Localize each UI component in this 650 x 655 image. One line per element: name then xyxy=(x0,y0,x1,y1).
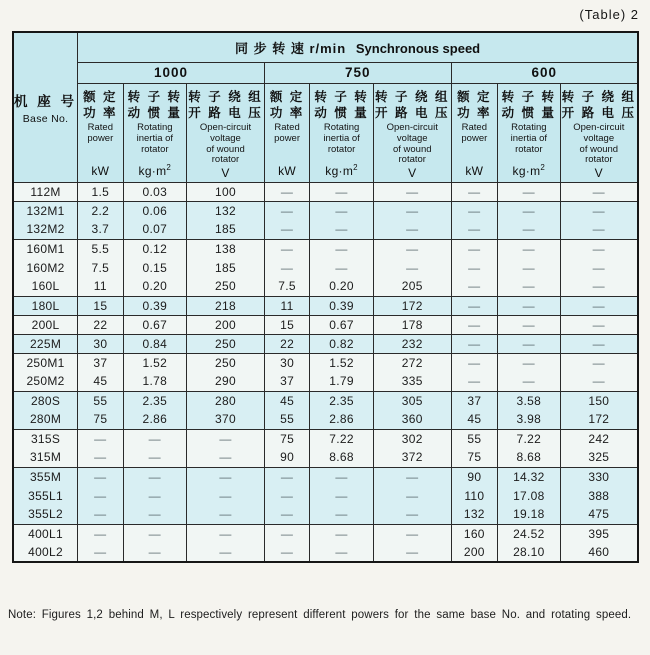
column-label-zh: 开 路 电 压 xyxy=(561,105,637,120)
value-cell: 335 xyxy=(373,372,451,391)
value-cell: 2.2 xyxy=(78,201,123,220)
value-cell: — xyxy=(310,201,374,220)
column-label-en: Open-circuit voltage of wound rotator xyxy=(199,122,252,166)
value-cell: 75 xyxy=(78,410,123,429)
value-cell: — xyxy=(264,258,309,277)
table-row xyxy=(13,505,638,524)
value-cell: — xyxy=(560,372,638,391)
column-label-en: Rotating inertia of rotator xyxy=(510,122,548,155)
value-cell: — xyxy=(560,353,638,372)
value-cell: 0.84 xyxy=(123,334,187,353)
value-cell: 395 xyxy=(560,524,638,543)
value-cell: — xyxy=(123,543,187,562)
value-cell: — xyxy=(451,334,497,353)
column-label-en: Rotating inertia of rotator xyxy=(323,122,360,155)
speed-header: 750 xyxy=(264,62,451,83)
value-cell: 200 xyxy=(187,315,265,334)
value-cell: — xyxy=(560,296,638,315)
value-cell: 132 xyxy=(451,505,497,524)
value-cell: — xyxy=(498,277,561,296)
unit-label: $kg\cdot m^2$ xyxy=(138,162,172,178)
value-cell: — xyxy=(498,182,561,201)
column-label-en: Rated power xyxy=(461,122,488,144)
value-cell: — xyxy=(78,543,123,562)
base-no-cell: 200L xyxy=(13,315,78,334)
value-cell: 30 xyxy=(78,334,123,353)
unit-label: V xyxy=(408,166,417,181)
column-header xyxy=(123,83,187,182)
value-cell: — xyxy=(451,353,497,372)
value-cell: — xyxy=(187,429,265,448)
value-cell: 17.08 xyxy=(498,486,561,505)
table-row xyxy=(13,277,638,296)
value-cell: — xyxy=(373,182,451,201)
value-cell: 1.78 xyxy=(123,372,187,391)
unit-label: kW xyxy=(278,163,297,178)
column-header xyxy=(451,83,497,182)
value-cell: — xyxy=(123,448,187,467)
value-cell: 280 xyxy=(187,391,265,410)
unit-label: kW xyxy=(465,163,484,178)
value-cell: — xyxy=(310,524,374,543)
value-cell: 150 xyxy=(560,391,638,410)
base-no-cell: 280M xyxy=(13,410,78,429)
value-cell: 3.98 xyxy=(498,410,561,429)
value-cell: 132 xyxy=(187,201,265,220)
value-cell: 205 xyxy=(373,277,451,296)
value-cell: — xyxy=(560,277,638,296)
value-cell: 330 xyxy=(560,467,638,486)
value-cell: — xyxy=(373,524,451,543)
table-row xyxy=(13,182,638,201)
unit-label: $kg\cdot m^2$ xyxy=(325,162,358,178)
value-cell: — xyxy=(187,467,265,486)
value-cell: 0.39 xyxy=(123,296,187,315)
value-cell: — xyxy=(560,315,638,334)
base-no-cell: 355L1 xyxy=(13,486,78,505)
table-row xyxy=(13,543,638,562)
column-label-en: Rated power xyxy=(87,122,114,144)
column-label-zh: 额 定 xyxy=(83,89,118,104)
table-row xyxy=(13,296,638,315)
value-cell: — xyxy=(123,524,187,543)
value-cell: — xyxy=(78,429,123,448)
value-cell: 22 xyxy=(78,315,123,334)
base-no-cell: 400L2 xyxy=(13,543,78,562)
value-cell: — xyxy=(264,239,309,258)
value-cell: — xyxy=(498,353,561,372)
value-cell: 0.39 xyxy=(310,296,374,315)
base-no-label-en: Base No. xyxy=(22,112,69,125)
value-cell: 0.06 xyxy=(123,201,187,220)
value-cell: 37 xyxy=(264,372,309,391)
value-cell: 55 xyxy=(451,429,497,448)
value-cell: — xyxy=(310,258,374,277)
column-label-zh: 额 定 xyxy=(269,89,305,104)
value-cell: — xyxy=(264,467,309,486)
column-label-zh: 转 子 转 xyxy=(314,89,369,104)
value-cell: 160 xyxy=(451,524,497,543)
unit-label: kW xyxy=(91,163,110,178)
value-cell: — xyxy=(264,220,309,239)
value-cell: 100 xyxy=(187,182,265,201)
value-cell: 19.18 xyxy=(498,505,561,524)
column-label-en: Rotating inertia of rotator xyxy=(136,122,174,155)
column-label-zh: 功 率 xyxy=(269,105,305,120)
value-cell: 45 xyxy=(78,372,123,391)
value-cell: 7.5 xyxy=(264,277,309,296)
value-cell: — xyxy=(264,543,309,562)
value-cell: 0.67 xyxy=(310,315,374,334)
value-cell: — xyxy=(78,524,123,543)
base-no-cell: 160M1 xyxy=(13,239,78,258)
value-cell: 2.35 xyxy=(123,391,187,410)
speed-header: 600 xyxy=(451,62,638,83)
value-cell: 1.52 xyxy=(310,353,374,372)
unit-label: V xyxy=(594,166,603,181)
value-cell: 272 xyxy=(373,353,451,372)
value-cell: 1.5 xyxy=(78,182,123,201)
column-header xyxy=(560,83,638,182)
value-cell: — xyxy=(187,543,265,562)
value-cell: 28.10 xyxy=(498,543,561,562)
table-row xyxy=(13,334,638,353)
value-cell: — xyxy=(187,524,265,543)
value-cell: 2.35 xyxy=(310,391,374,410)
table-body xyxy=(13,182,638,562)
value-cell: 55 xyxy=(264,410,309,429)
value-cell: — xyxy=(451,277,497,296)
table-header xyxy=(13,32,638,182)
column-header xyxy=(498,83,561,182)
column-label-en: Rated power xyxy=(274,122,300,144)
value-cell: — xyxy=(498,258,561,277)
value-cell: 1.52 xyxy=(123,353,187,372)
value-cell: — xyxy=(264,505,309,524)
value-cell: 172 xyxy=(373,296,451,315)
column-label-en: Open-circuit voltage of wound rotator xyxy=(573,122,625,166)
base-no-cell: 132M1 xyxy=(13,201,78,220)
value-cell: — xyxy=(123,429,187,448)
value-cell: 11 xyxy=(264,296,309,315)
column-label-zh: 开 路 电 压 xyxy=(188,105,263,120)
value-cell: 218 xyxy=(187,296,265,315)
value-cell: 14.32 xyxy=(498,467,561,486)
table-row xyxy=(13,258,638,277)
value-cell: 110 xyxy=(451,486,497,505)
value-cell: — xyxy=(373,486,451,505)
value-cell: — xyxy=(560,182,638,201)
base-no-cell: 400L1 xyxy=(13,524,78,543)
column-label-en: Open-circuit voltage of wound rotator xyxy=(386,122,438,166)
table-row xyxy=(13,524,638,543)
value-cell: 0.82 xyxy=(310,334,374,353)
value-cell: 15 xyxy=(78,296,123,315)
value-cell: 250 xyxy=(187,334,265,353)
base-no-cell: 160M2 xyxy=(13,258,78,277)
base-no-cell: 355L2 xyxy=(13,505,78,524)
value-cell: — xyxy=(373,258,451,277)
base-no-cell: 250M2 xyxy=(13,372,78,391)
column-header xyxy=(187,83,265,182)
value-cell: — xyxy=(123,505,187,524)
table-row xyxy=(13,467,638,486)
value-cell: — xyxy=(264,182,309,201)
value-cell: 0.67 xyxy=(123,315,187,334)
value-cell: — xyxy=(451,258,497,277)
unit-label: $kg\cdot m^2$ xyxy=(512,162,546,178)
column-header xyxy=(310,83,374,182)
value-cell: 388 xyxy=(560,486,638,505)
column-label-zh: 功 率 xyxy=(457,105,492,120)
value-cell: — xyxy=(498,296,561,315)
table-row xyxy=(13,315,638,334)
value-cell: 24.52 xyxy=(498,524,561,543)
value-cell: 185 xyxy=(187,258,265,277)
value-cell: 75 xyxy=(451,448,497,467)
value-cell: 0.20 xyxy=(123,277,187,296)
header-row-columns xyxy=(13,83,638,182)
value-cell: 185 xyxy=(187,220,265,239)
value-cell: — xyxy=(373,220,451,239)
value-cell: — xyxy=(373,505,451,524)
value-cell: 11 xyxy=(78,277,123,296)
value-cell: — xyxy=(310,239,374,258)
value-cell: 0.20 xyxy=(310,277,374,296)
value-cell: 475 xyxy=(560,505,638,524)
value-cell: 55 xyxy=(78,391,123,410)
value-cell: 0.03 xyxy=(123,182,187,201)
value-cell: — xyxy=(498,315,561,334)
value-cell: — xyxy=(498,372,561,391)
synchronous-speed-label-zh: 同 步 转 速 r/min xyxy=(235,40,347,56)
value-cell: — xyxy=(78,505,123,524)
value-cell: 90 xyxy=(264,448,309,467)
value-cell: 2.86 xyxy=(123,410,187,429)
value-cell: — xyxy=(373,201,451,220)
value-cell: 90 xyxy=(451,467,497,486)
value-cell: 200 xyxy=(451,543,497,562)
value-cell: 360 xyxy=(373,410,451,429)
base-no-cell: 112M xyxy=(13,182,78,201)
value-cell: 8.68 xyxy=(310,448,374,467)
value-cell: — xyxy=(451,182,497,201)
base-no-cell: 132M2 xyxy=(13,220,78,239)
value-cell: 7.22 xyxy=(310,429,374,448)
table-row xyxy=(13,353,638,372)
value-cell: — xyxy=(560,201,638,220)
value-cell: 7.5 xyxy=(78,258,123,277)
value-cell: — xyxy=(310,467,374,486)
value-cell: 37 xyxy=(78,353,123,372)
table-row xyxy=(13,410,638,429)
value-cell: — xyxy=(451,201,497,220)
value-cell: 7.22 xyxy=(498,429,561,448)
value-cell: — xyxy=(373,239,451,258)
base-no-cell: 315S xyxy=(13,429,78,448)
value-cell: 30 xyxy=(264,353,309,372)
column-header xyxy=(78,83,123,182)
value-cell: 8.68 xyxy=(498,448,561,467)
value-cell: 178 xyxy=(373,315,451,334)
value-cell: — xyxy=(187,486,265,505)
value-cell: — xyxy=(187,505,265,524)
column-label-zh: 转 子 绕 组 xyxy=(375,89,450,104)
base-no-cell: 315M xyxy=(13,448,78,467)
value-cell: — xyxy=(451,220,497,239)
value-cell: — xyxy=(451,315,497,334)
value-cell: 1.79 xyxy=(310,372,374,391)
column-label-zh: 额 定 xyxy=(457,89,492,104)
synchronous-speed-header-cell xyxy=(78,32,638,62)
footnote: Note: Figures 1,2 behind M, L respectively represent different powers for the same base No. and rotating speed. xyxy=(8,608,632,621)
value-cell: — xyxy=(560,334,638,353)
value-cell: — xyxy=(264,201,309,220)
value-cell: — xyxy=(498,220,561,239)
value-cell: — xyxy=(498,334,561,353)
header-row-top xyxy=(13,32,638,62)
value-cell: — xyxy=(451,296,497,315)
value-cell: — xyxy=(264,486,309,505)
value-cell: — xyxy=(78,486,123,505)
value-cell: — xyxy=(451,239,497,258)
value-cell: 290 xyxy=(187,372,265,391)
value-cell: — xyxy=(310,505,374,524)
column-label-zh: 功 率 xyxy=(83,105,118,120)
value-cell: 22 xyxy=(264,334,309,353)
value-cell: 3.7 xyxy=(78,220,123,239)
value-cell: 75 xyxy=(264,429,309,448)
value-cell: — xyxy=(560,220,638,239)
value-cell: 232 xyxy=(373,334,451,353)
table-row xyxy=(13,448,638,467)
value-cell: — xyxy=(310,543,374,562)
value-cell: — xyxy=(310,182,374,201)
table-row xyxy=(13,429,638,448)
value-cell: 370 xyxy=(187,410,265,429)
value-cell: 45 xyxy=(451,410,497,429)
value-cell: 0.12 xyxy=(123,239,187,258)
value-cell: — xyxy=(373,467,451,486)
table-row xyxy=(13,201,638,220)
unit-label: V xyxy=(221,166,230,181)
base-no-cell: 280S xyxy=(13,391,78,410)
value-cell: 242 xyxy=(560,429,638,448)
column-header xyxy=(373,83,451,182)
value-cell: 305 xyxy=(373,391,451,410)
column-label-zh: 转 子 转 xyxy=(127,89,183,104)
value-cell: 250 xyxy=(187,277,265,296)
motor-spec-table xyxy=(12,31,639,563)
table-row xyxy=(13,239,638,258)
value-cell: — xyxy=(78,467,123,486)
value-cell: — xyxy=(187,448,265,467)
value-cell: 5.5 xyxy=(78,239,123,258)
column-label-zh: 转 子 绕 组 xyxy=(188,89,263,104)
value-cell: 372 xyxy=(373,448,451,467)
synchronous-speed-label-en: Synchronous speed xyxy=(355,40,481,56)
base-no-header-cell xyxy=(13,32,78,182)
header-row-speeds xyxy=(13,62,638,83)
speed-header: 1000 xyxy=(78,62,265,83)
value-cell: 2.86 xyxy=(310,410,374,429)
value-cell: — xyxy=(560,239,638,258)
value-cell: 172 xyxy=(560,410,638,429)
base-no-cell: 180L xyxy=(13,296,78,315)
table-row xyxy=(13,391,638,410)
column-label-zh: 动 惯 量 xyxy=(501,105,557,120)
value-cell: 0.15 xyxy=(123,258,187,277)
value-cell: 138 xyxy=(187,239,265,258)
base-no-cell: 355M xyxy=(13,467,78,486)
column-label-zh: 动 惯 量 xyxy=(314,105,369,120)
base-no-cell: 160L xyxy=(13,277,78,296)
column-label-zh: 开 路 电 压 xyxy=(375,105,450,120)
value-cell: 3.58 xyxy=(498,391,561,410)
base-no-label-zh: 机 座 号 xyxy=(14,93,78,109)
value-cell: — xyxy=(451,372,497,391)
value-cell: — xyxy=(264,524,309,543)
value-cell: 15 xyxy=(264,315,309,334)
value-cell: — xyxy=(498,201,561,220)
value-cell: — xyxy=(310,486,374,505)
value-cell: 45 xyxy=(264,391,309,410)
value-cell: — xyxy=(123,486,187,505)
value-cell: — xyxy=(373,543,451,562)
base-no-cell: 250M1 xyxy=(13,353,78,372)
value-cell: — xyxy=(123,467,187,486)
value-cell: 302 xyxy=(373,429,451,448)
column-label-zh: 转 子 绕 组 xyxy=(561,89,637,104)
value-cell: — xyxy=(310,220,374,239)
value-cell: — xyxy=(498,239,561,258)
value-cell: 460 xyxy=(560,543,638,562)
value-cell: — xyxy=(78,448,123,467)
table-number-label: (Table) 2 xyxy=(579,7,639,22)
column-label-zh: 动 惯 量 xyxy=(127,105,183,120)
table-row xyxy=(13,372,638,391)
column-label-zh: 转 子 转 xyxy=(501,89,557,104)
table-row xyxy=(13,220,638,239)
base-no-cell: 225M xyxy=(13,334,78,353)
column-header xyxy=(264,83,309,182)
value-cell: 0.07 xyxy=(123,220,187,239)
value-cell: 325 xyxy=(560,448,638,467)
value-cell: 250 xyxy=(187,353,265,372)
value-cell: — xyxy=(560,258,638,277)
value-cell: 37 xyxy=(451,391,497,410)
table-row xyxy=(13,486,638,505)
